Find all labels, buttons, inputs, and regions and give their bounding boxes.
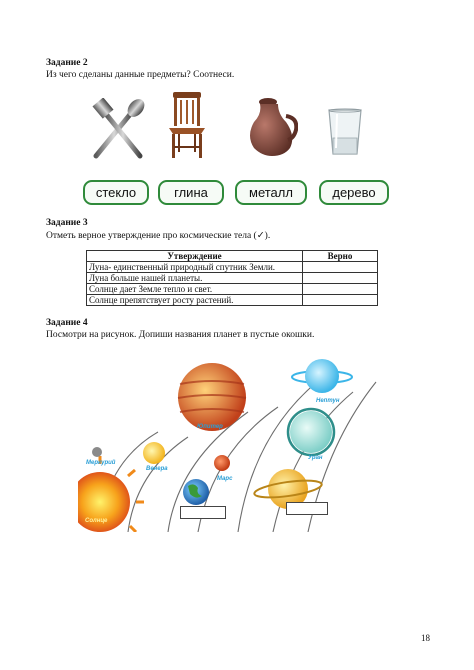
solar-system-illustration xyxy=(78,352,378,532)
venus xyxy=(143,442,165,464)
word-clay[interactable]: глина xyxy=(158,180,224,205)
uranus xyxy=(288,409,334,455)
task2-text: Из чего сделаны данные предметы? Соотнеси. xyxy=(46,70,235,80)
label-mars: Марс xyxy=(217,476,233,482)
label-mercury: Меркурий xyxy=(86,460,116,466)
header-correct: Верно xyxy=(303,251,378,262)
glass-image xyxy=(327,108,363,158)
check-cell[interactable] xyxy=(303,284,378,295)
check-cell[interactable] xyxy=(303,262,378,273)
task4-title: Задание 4 xyxy=(46,318,88,328)
answer-box-earth[interactable] xyxy=(180,506,226,519)
mercury xyxy=(92,447,102,457)
statement-cell: Солнце дает Земле тепло и свет. xyxy=(87,284,303,295)
word-wood[interactable]: дерево xyxy=(319,180,389,205)
table-row xyxy=(87,273,378,284)
statements-table xyxy=(86,250,378,306)
answer-box-saturn[interactable] xyxy=(286,502,328,515)
statement-cell: Луна- единственный природный спутник Земли. xyxy=(87,262,303,273)
table-row xyxy=(87,295,378,306)
label-venus: Венера xyxy=(146,466,168,472)
label-uranus: Уран xyxy=(308,455,323,461)
word-glass[interactable]: стекло xyxy=(83,180,149,205)
table-row xyxy=(87,284,378,295)
chair-image xyxy=(165,88,209,160)
word-metal[interactable]: металл xyxy=(235,180,307,205)
label-neptune: Нептун xyxy=(316,398,340,404)
label-jupiter: Юпитер xyxy=(197,424,223,430)
task3-title: Задание 3 xyxy=(46,218,88,228)
task2-title: Задание 2 xyxy=(46,58,88,68)
page-number: 18 xyxy=(421,633,430,643)
statement-cell: Солнце препятствует росту растений. xyxy=(87,295,303,306)
check-cell[interactable] xyxy=(303,295,378,306)
clay-jug-image xyxy=(246,96,298,158)
label-sun: Солнце xyxy=(85,518,108,524)
jupiter xyxy=(178,363,246,431)
header-statement: Утверждение xyxy=(87,251,303,262)
fork-and-spoon-image xyxy=(88,98,148,160)
table-row xyxy=(87,262,378,273)
neptune xyxy=(292,359,352,393)
mars xyxy=(214,455,230,471)
check-cell[interactable] xyxy=(303,273,378,284)
task4-text: Посмотри на рисунок. Допиши названия планет в пустые окошки. xyxy=(46,330,315,340)
task3-text: Отметь верное утверждение про космические тела (✓). xyxy=(46,231,271,241)
statement-cell: Луна больше нашей планеты. xyxy=(87,273,303,284)
table-header-row xyxy=(87,251,378,262)
